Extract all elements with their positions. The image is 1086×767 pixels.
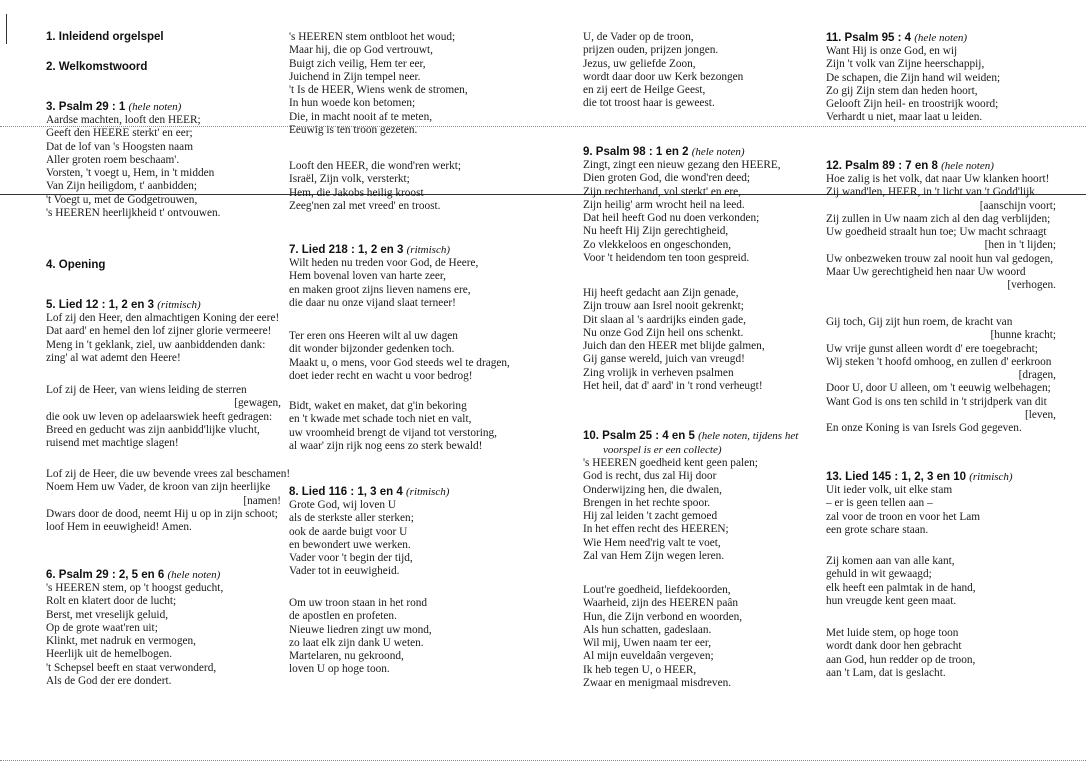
column-4 — [790, 0, 1056, 767]
verse-line: Uw goedheid straalt hun toe; Uw macht schraagt — [826, 226, 1047, 238]
verse-line: Verhardt u niet, maar laat u leiden. — [826, 111, 983, 124]
verse-line: Lout're goedheid, liefdekoorden, — [583, 584, 731, 596]
verse-line: In hun woede kon betomen; — [289, 97, 416, 110]
song-stanza — [583, 287, 813, 393]
verse-line: ook de aarde buigt voor U — [289, 525, 408, 538]
stanza-lines — [46, 468, 291, 534]
section-title: 11. Psalm 95 : 4 — [826, 32, 912, 44]
verse-line: Martelaren, nu gekroond, — [289, 650, 404, 662]
verse-line: Waarheid, zijn des HEEREN paân — [583, 597, 738, 610]
song-section — [583, 145, 813, 265]
verse-line: Door U, door U alleen, om 't eeuwig welbehagen; — [826, 382, 1051, 395]
song-stanza — [289, 400, 519, 453]
verse-line: en maken groot zijns lieven namens ere, — [289, 283, 471, 296]
verse-line: Zijn trouw aan Isrel nooit gekrenkt; — [583, 300, 744, 313]
verse-line: Maakt u, o mens, voor God steeds wel te dragen, — [289, 356, 510, 369]
song-section — [46, 100, 281, 220]
section-note: (hele noten, tijdens het — [698, 430, 799, 442]
verse-line: Geeft den HEERE sterkt' en eer; — [46, 127, 193, 140]
song-section — [289, 243, 519, 310]
section-title: 9. Psalm 98 : 1 en 2 — [583, 146, 689, 158]
verse-line: Wil mij, Uwen naam ter eer, — [583, 637, 712, 649]
verse-line: Meng in 't geklank, ziel, uw aanbiddenden dank: — [46, 338, 266, 351]
verse-line: Zingt, zingt een nieuw gezang den HEERE, — [583, 159, 781, 171]
section-title: 3. Psalm 29 : 1 — [46, 101, 126, 113]
verse-line: Ter eren ons Heeren wilt al uw dagen — [289, 330, 458, 342]
stanza-lines — [289, 257, 519, 310]
verse-line: gehuld in wit gewaagd; — [826, 568, 932, 581]
verse-line: Als de God der ere dondert. — [46, 674, 172, 687]
song-section — [826, 470, 1056, 537]
verse-line: [verhogen. — [1007, 279, 1056, 291]
verse-line: Wij steken 't hoofd omhoog, en zullen d' eerkroon — [826, 355, 1052, 368]
stanza-lines — [583, 584, 813, 690]
stanza-lines — [289, 330, 519, 383]
section-note: (ritmisch) — [406, 244, 451, 256]
verse-line: Wilt heden nu treden voor God, de Heere, — [289, 257, 479, 269]
verse-line: Zijn heilig' arm wrocht heil na leed. — [583, 198, 745, 211]
verse-line: Vader tot in eeuwigheid. — [289, 565, 400, 578]
verse-line: Van Zijn heiligdom, t' aanbidden; — [46, 180, 198, 193]
stanza-lines — [289, 597, 519, 677]
verse-line: – er is geen tellen aan – — [826, 497, 933, 510]
verse-line: Gij ganse wereld, juich van vreugd! — [583, 353, 745, 366]
song-section — [46, 298, 281, 365]
section-heading — [826, 470, 1056, 484]
verse-line: 's HEEREN stem ontbloot het woud; — [289, 31, 456, 43]
stanza-lines — [46, 582, 281, 688]
verse-line: Aardse machten, looft den HEER; — [46, 114, 201, 126]
section-heading — [826, 31, 1056, 45]
song-stanza — [46, 468, 291, 534]
song-stanza — [289, 597, 519, 677]
verse-line: zal voor de troon en voor het Lam — [826, 510, 981, 523]
song-section — [583, 429, 813, 563]
verse-line: Nu heeft Hij Zijn gerechtigheid, — [583, 225, 729, 238]
section-heading — [583, 145, 813, 159]
verse-line: [hen in 't lijden; — [984, 239, 1056, 252]
song-section — [46, 30, 281, 44]
verse-line: Zo gij Zijn stem dan heden hoort, — [826, 84, 978, 97]
verse-line: de apostlen en profeten. — [289, 610, 397, 623]
stanza-lines — [583, 159, 813, 265]
verse-line: Breed en geducht was zijn aanbidd'lijke vlucht, — [46, 423, 260, 436]
verse-line: Maar hij, die op God vertrouwt, — [289, 44, 434, 57]
section-title: 10. Psalm 25 : 4 en 5 — [583, 430, 695, 442]
section-heading — [46, 298, 281, 312]
verse-line: [namen! — [243, 494, 281, 507]
verse-line: Het heil, dat d' aard' in 't rond verheugt! — [583, 379, 763, 392]
verse-line: [gewagen, — [234, 397, 281, 410]
stanza-lines — [46, 312, 281, 365]
verse-line: Zal van Hem Zijn wegen leren. — [583, 549, 725, 562]
verse-line: die ook uw leven op adelaarswiek heeft gedragen: — [46, 410, 273, 423]
verse-line: En onze Koning is van Isrels God gegeven. — [826, 422, 1022, 434]
verse-line: Ik heb tegen U, o HEER, — [583, 663, 697, 676]
verse-line: Dat aard' en hemel den lof zijner glorie vermeere! — [46, 325, 272, 338]
verse-line: uw vroomheid brengt de vijand tot verstoring, — [289, 426, 498, 439]
verse-line: wordt daar door uw Kerk bezongen — [583, 70, 744, 83]
section-heading — [46, 60, 281, 74]
verse-line: Dien groten God, die wond'ren deed; — [583, 172, 751, 185]
stanza-lines — [826, 555, 1056, 608]
verse-line: zo laat elk zijn dank U weten. — [289, 636, 424, 649]
verse-line: Vorsten, 't voegt u, Hem, in 't midden — [46, 167, 215, 179]
song-section — [46, 258, 281, 272]
verse-line: Brengen in het rechte spoor. — [583, 496, 711, 509]
stanza-lines — [826, 173, 1056, 292]
verse-line: Hun, die Zijn verbond en woorden, — [583, 610, 743, 623]
verse-line: elk heeft een palmtak in de hand, — [826, 581, 976, 594]
verse-line: In het effen recht des HEEREN; — [583, 523, 729, 536]
verse-line: Zij wand'len, HEER, in 't licht van 't Godd'lijk — [826, 186, 1035, 199]
verse-line: die daar nu onze vijand slaat terneer! — [289, 296, 456, 309]
verse-line: 's HEEREN heerlijkheid t' ontvouwen. — [46, 206, 221, 219]
verse-line: Zeeg'nen zal met vreed' en troost. — [289, 199, 441, 212]
verse-line: Zo vlekkeloos en ongeschonden, — [583, 238, 732, 251]
verse-line: Voor 't heidendom ten toon gespreid. — [583, 251, 750, 264]
verse-line: ruisend met machtige slagen! — [46, 437, 179, 449]
song-stanza — [826, 627, 1056, 680]
verse-line: Hij zal leiden 't zacht gemoed — [583, 510, 718, 522]
verse-line: aan God, hun redder op de troon, — [826, 653, 976, 666]
verse-line: Met luide stem, op hoge toon — [826, 627, 959, 639]
verse-line: 's HEEREN goedheid kent geen palen; — [583, 457, 758, 469]
verse-line: Zij zullen in Uw naam zich al den dag verblijden; — [826, 212, 1051, 225]
song-section — [826, 159, 1056, 292]
stanza-lines — [583, 287, 813, 393]
verse-line: en zij eert de Heilge Geest, — [583, 84, 706, 96]
stanza-lines — [46, 384, 281, 450]
section-note: (ritmisch) — [406, 486, 450, 498]
verse-line: Jezus, uw geliefde Zoon, — [583, 57, 696, 70]
verse-line: Gelooft Zijn heil- en troostrijk woord; — [826, 98, 999, 110]
verse-line: Al mijn euveldaân vergeven; — [583, 650, 714, 663]
verse-line: Hem, die Jakobs heilig kroost — [289, 186, 424, 199]
song-section — [826, 31, 1056, 125]
verse-line: Uw vrije gunst alleen wordt d' ere toegebracht; — [826, 342, 1038, 355]
section-title: 13. Lied 145 : 1, 2, 3 en 10 — [826, 471, 966, 483]
section-title: 7. Lied 218 : 1, 2 en 3 — [289, 244, 404, 256]
verse-line: Zij komen aan van alle kant, — [826, 555, 955, 567]
stanza-lines — [826, 45, 1056, 125]
song-section — [289, 485, 519, 579]
verse-line: Op de grote waat'ren uit; — [46, 621, 158, 634]
verse-line: 't Schepsel beeft en staat verwonderd, — [46, 661, 217, 674]
section-title: 12. Psalm 89 : 7 en 8 — [826, 160, 938, 172]
verse-line: Grote God, wij loven U — [289, 499, 396, 511]
stanza-lines — [826, 484, 1056, 537]
verse-line: Israël, Zijn volk, versterkt; — [289, 173, 410, 186]
verse-line: Klinkt, met nadruk en vermogen, — [46, 635, 196, 647]
section-note: (hele noten) — [914, 32, 968, 44]
section-heading — [583, 429, 813, 457]
stanza-lines — [826, 316, 1056, 435]
verse-line: Wie Hem need'rig valt te voet, — [583, 536, 721, 549]
song-stanza — [289, 330, 519, 383]
verse-line: Als hun schatten, gadeslaan. — [583, 623, 712, 636]
column-2 — [255, 0, 510, 767]
verse-line: Zijn 't volk van Zijne heerschappij, — [826, 58, 985, 71]
verse-line: 't Is de HEER, Wiens wenk de stromen, — [289, 84, 468, 96]
verse-line: Die, in macht nooit af te meten, — [289, 110, 433, 123]
section-note: (hele noten) — [941, 160, 994, 172]
verse-line: Juich dan den HEER met blijde galmen, — [583, 340, 765, 352]
verse-line: Looft den HEER, die wond'ren werkt; — [289, 160, 462, 172]
verse-line: een grote schare staan. — [826, 523, 929, 536]
verse-line: loof Hem in eeuwigheid! Amen. — [46, 521, 192, 533]
verse-line: Om uw troon staan in het rond — [289, 597, 428, 609]
stanza-lines — [583, 457, 813, 563]
section-title: 8. Lied 116 : 1, 3 en 4 — [289, 486, 403, 498]
verse-line: U, de Vader op de troon, — [583, 31, 694, 43]
song-stanza — [826, 316, 1056, 435]
verse-line: Noem Hem uw Vader, de kroon van zijn heerlijke — [46, 481, 271, 494]
verse-line: Nieuwe liedren zingt uw mond, — [289, 623, 432, 636]
verse-line: die tot troost haar is geweest. — [583, 97, 715, 110]
song-section — [46, 568, 281, 688]
stanza-lines — [289, 160, 519, 213]
stanza-lines — [826, 627, 1056, 680]
section-heading — [289, 243, 519, 257]
section-title: 5. Lied 12 : 1, 2 en 3 — [46, 299, 155, 311]
verse-line: Gij toch, Gij zijt hun roem, de kracht van — [826, 316, 1013, 328]
verse-line: Berst, met vreselijk geluid, — [46, 608, 169, 621]
verse-line: [aanschijn voort; — [979, 199, 1056, 212]
verse-line: Maar Uw gerechtigheid hen naar Uw woord — [826, 265, 1026, 278]
stanza-lines — [289, 31, 519, 137]
verse-line: zing' al wat ademt den Heere! — [46, 351, 181, 364]
verse-line: Hoe zalig is het volk, dat naar Uw klanken hoort! — [826, 173, 1050, 185]
verse-line: Onderwijzing hen, die dwalen, — [583, 483, 722, 496]
verse-line: Lof zij den Heer, den almachtigen Koning der eere! — [46, 312, 280, 324]
song-stanza — [289, 31, 519, 137]
verse-line: Want God is ons ten schild in 't strijdperk van dit — [826, 395, 1047, 408]
verse-line: Dat heil heeft God nu doen verkonden; — [583, 212, 760, 224]
verse-line: wordt dank door hen gebracht — [826, 640, 962, 653]
verse-line: loven U op hoge toon. — [289, 663, 390, 676]
verse-line: Nu onze God Zijn heil ons schenkt. — [583, 326, 744, 339]
verse-line: Dwars door de dood, neemt Hij u op in zijn schoot; — [46, 507, 278, 520]
section-heading — [289, 485, 519, 499]
verse-line: 't Voegt u, met de Godgetrouwen, — [46, 193, 198, 206]
verse-line: al waar' zijn rijk nog eens zo sterk bewald! — [289, 439, 483, 452]
column-3 — [545, 0, 800, 767]
verse-line: 's HEEREN stem, op 't hoogst geducht, — [46, 582, 224, 594]
verse-line: [hunne kracht; — [990, 329, 1056, 342]
verse-line: [leven, — [1024, 408, 1056, 421]
verse-line: dit wonder bijzonder gedenken toch. — [289, 343, 455, 356]
verse-line: Heerlijk uit de hemelbogen. — [46, 648, 173, 661]
section-note: (hele noten) — [167, 569, 221, 581]
verse-line: Zwaar en menigmaal misdreven. — [583, 676, 732, 689]
verse-line: Aller groten roem beschaam'. — [46, 153, 180, 166]
verse-line: doet ieder recht en wacht u voor bedrog! — [289, 369, 473, 382]
column-1 — [0, 0, 291, 767]
verse-line: De schapen, die Zijn hand wil weiden; — [826, 71, 1001, 84]
verse-line: Lof zij de Heer, van wiens leiding de sterren — [46, 384, 247, 396]
section-heading — [46, 568, 281, 582]
verse-line: Dat de lof van 's Hoogsten naam — [46, 140, 193, 153]
section-title: 6. Psalm 29 : 2, 5 en 6 — [46, 569, 165, 581]
verse-line: Hij heeft gedacht aan Zijn genade, — [583, 287, 739, 299]
section-heading — [46, 30, 281, 44]
verse-line: en 't kwade met schade toch niet en valt, — [289, 413, 472, 426]
stanza-lines — [289, 499, 519, 579]
verse-line: Vader voor 't begin der tijd, — [289, 552, 413, 564]
verse-line: aan 't Lam, dat is geslacht. — [826, 666, 946, 679]
stanza-lines — [46, 114, 281, 220]
verse-line: Zijn rechterhand, vol sterkt' en ere, — [583, 185, 741, 198]
song-stanza — [46, 384, 281, 450]
verse-line: Rolt en klatert door de lucht; — [46, 595, 177, 608]
song-stanza — [826, 555, 1056, 608]
verse-line: [dragen, — [1018, 369, 1056, 381]
song-stanza — [289, 160, 519, 213]
section-title: 4. Opening — [46, 259, 106, 271]
verse-line: Juichend in Zijn tempel neer. — [289, 70, 421, 83]
verse-line: Want Hij is onze God, en wij — [826, 45, 958, 57]
verse-line: Buigt zich veilig, Hem ter eer, — [289, 57, 426, 70]
verse-line: Uw onbezweken trouw zal nooit hun val gedogen, — [826, 252, 1054, 265]
verse-line: Zing vrolijk in verheven psalmen — [583, 366, 734, 379]
verse-line: Bidt, waket en maket, dat g'in bekoring — [289, 400, 467, 412]
verse-line: Eeuwig is ten troon gezeten. — [289, 123, 418, 136]
section-heading — [46, 100, 281, 114]
section-title: 2. Welkomstwoord — [46, 61, 148, 73]
section-heading — [826, 159, 1056, 173]
verse-line: en bewondert uwe werken. — [289, 538, 411, 551]
stanza-lines — [289, 400, 519, 453]
song-stanza — [583, 31, 813, 111]
section-note: (ritmisch) — [969, 471, 1013, 483]
verse-line: Lof zij de Heer, die uw bevende vrees zal beschamen! — [46, 468, 291, 480]
verse-line: God is recht, dus zal Hij door — [583, 470, 717, 483]
verse-line: Dit slaan al 's aardrijks einden gade, — [583, 313, 746, 326]
stanza-lines — [583, 31, 813, 111]
verse-line: Uit ieder volk, uit elke stam — [826, 484, 953, 496]
verse-line: Hem bovenal loven van harte zeer, — [289, 270, 447, 283]
section-note-continued: voorspel is er een collecte) — [603, 444, 722, 456]
song-stanza — [583, 584, 813, 690]
song-section — [46, 60, 281, 74]
verse-line: prijzen ouden, prijzen jongen. — [583, 44, 719, 57]
section-heading — [46, 258, 281, 272]
verse-line: hun vreugde kent geen maat. — [826, 594, 957, 607]
section-note: (hele noten) — [128, 101, 182, 113]
section-title: 1. Inleidend orgelspel — [46, 31, 164, 43]
section-note: (ritmisch) — [157, 299, 201, 311]
section-note: (hele noten) — [691, 146, 745, 158]
verse-line: als de sterkste aller sterken; — [289, 512, 414, 525]
